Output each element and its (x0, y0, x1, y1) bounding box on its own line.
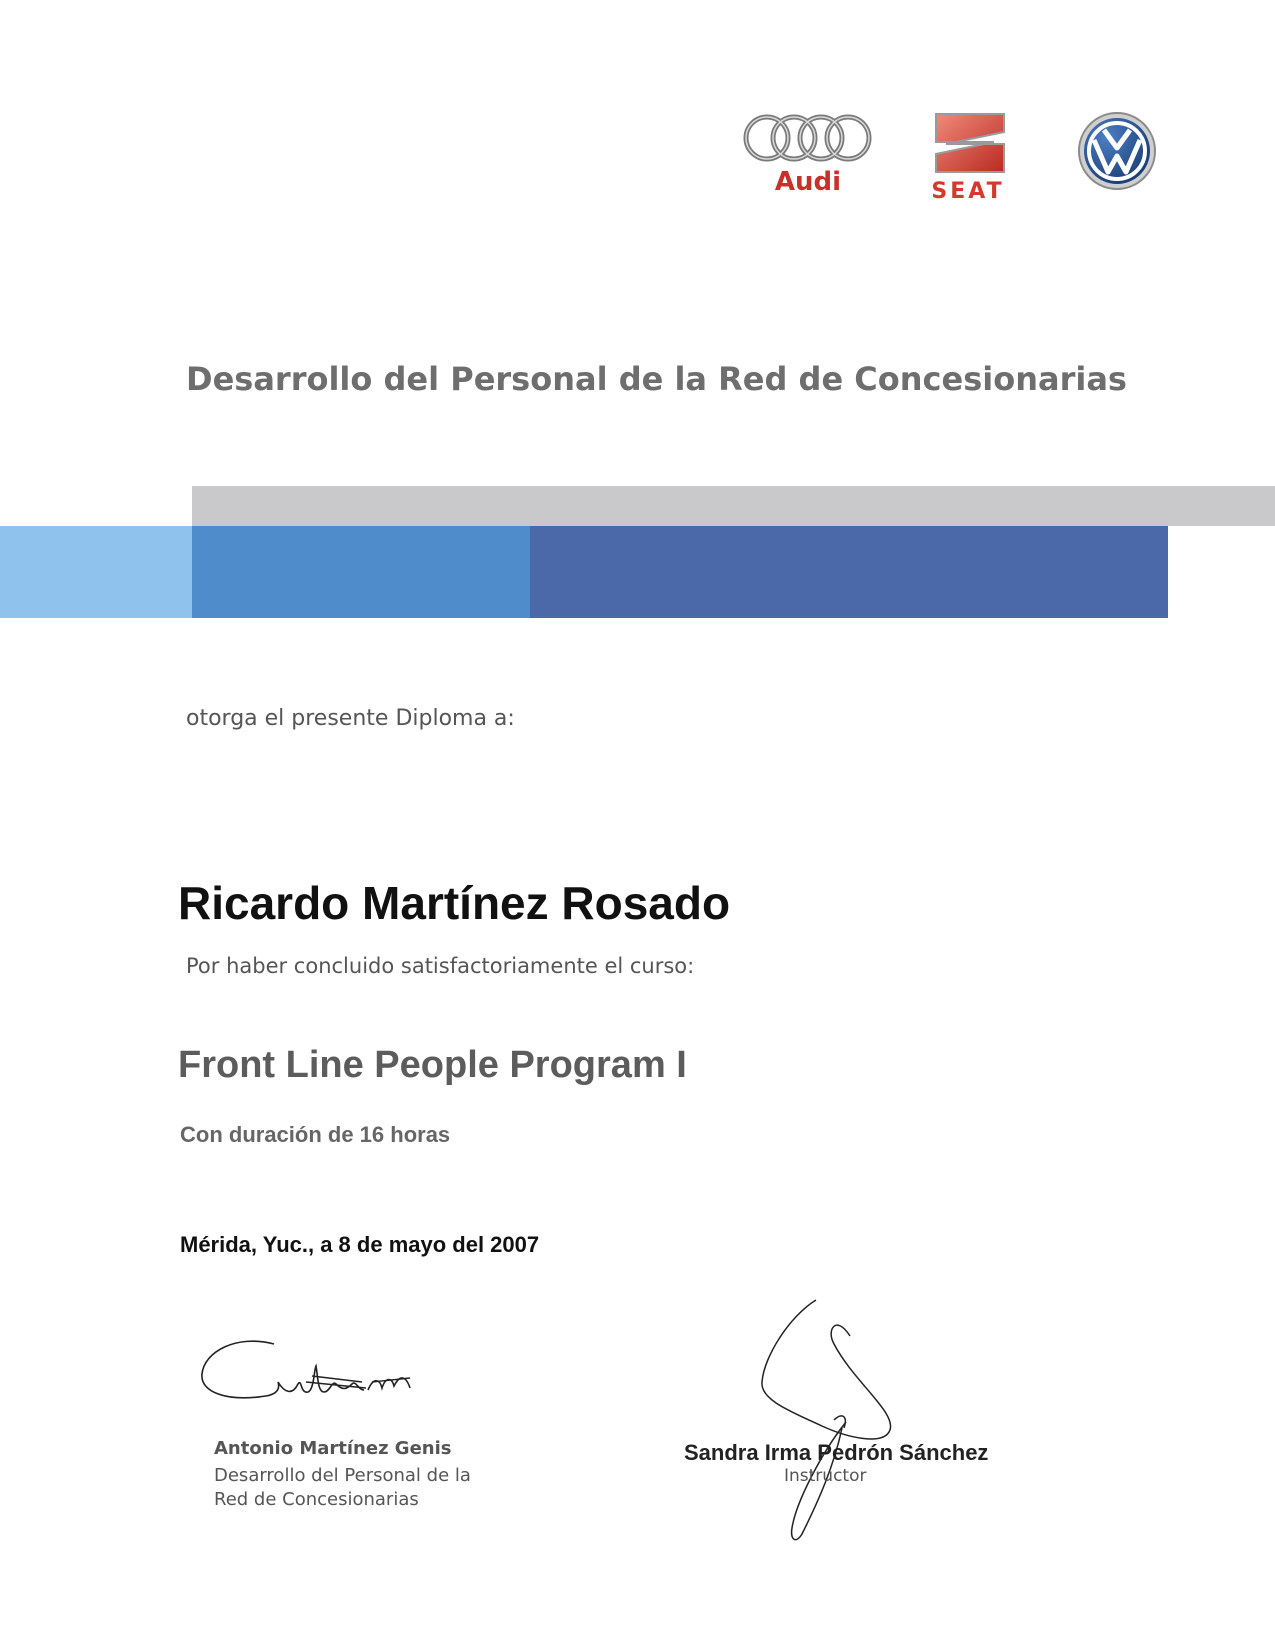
svg-text:Audi: Audi (774, 167, 842, 197)
vw-logo (1076, 110, 1158, 192)
audi-logo (740, 108, 876, 198)
right-signer-name: Sandra Irma Pedrón Sánchez (684, 1440, 989, 1465)
right-signer-role: Instructor (784, 1466, 867, 1486)
left-signer-department: Desarrollo del Personal de la Red de Concesionarias (214, 1465, 471, 1510)
seat-logo (906, 110, 1026, 202)
program-heading: Desarrollo del Personal de la Red de Concesionarias (186, 360, 1127, 398)
completion-text: Por haber concluido satisfactoriamente el curso: (186, 954, 695, 978)
intro-text: otorga el presente Diploma a: (186, 706, 515, 731)
signature-left (196, 1330, 436, 1430)
dark-blue-band (530, 526, 1168, 618)
course-duration: Con duración de 16 horas (180, 1122, 451, 1147)
course-title: Front Line People Program I (178, 1044, 687, 1086)
gray-band (192, 486, 1275, 526)
svg-text:SEAT: SEAT (931, 179, 1005, 202)
mid-blue-band (192, 526, 530, 618)
recipient-name: Ricardo Martínez Rosado (178, 877, 731, 929)
left-signer-name: Antonio Martínez Genis (214, 1438, 452, 1459)
signature-right (730, 1296, 910, 1556)
place-date: Mérida, Yuc., a 8 de mayo del 2007 (180, 1232, 540, 1257)
light-blue-band (0, 526, 192, 618)
